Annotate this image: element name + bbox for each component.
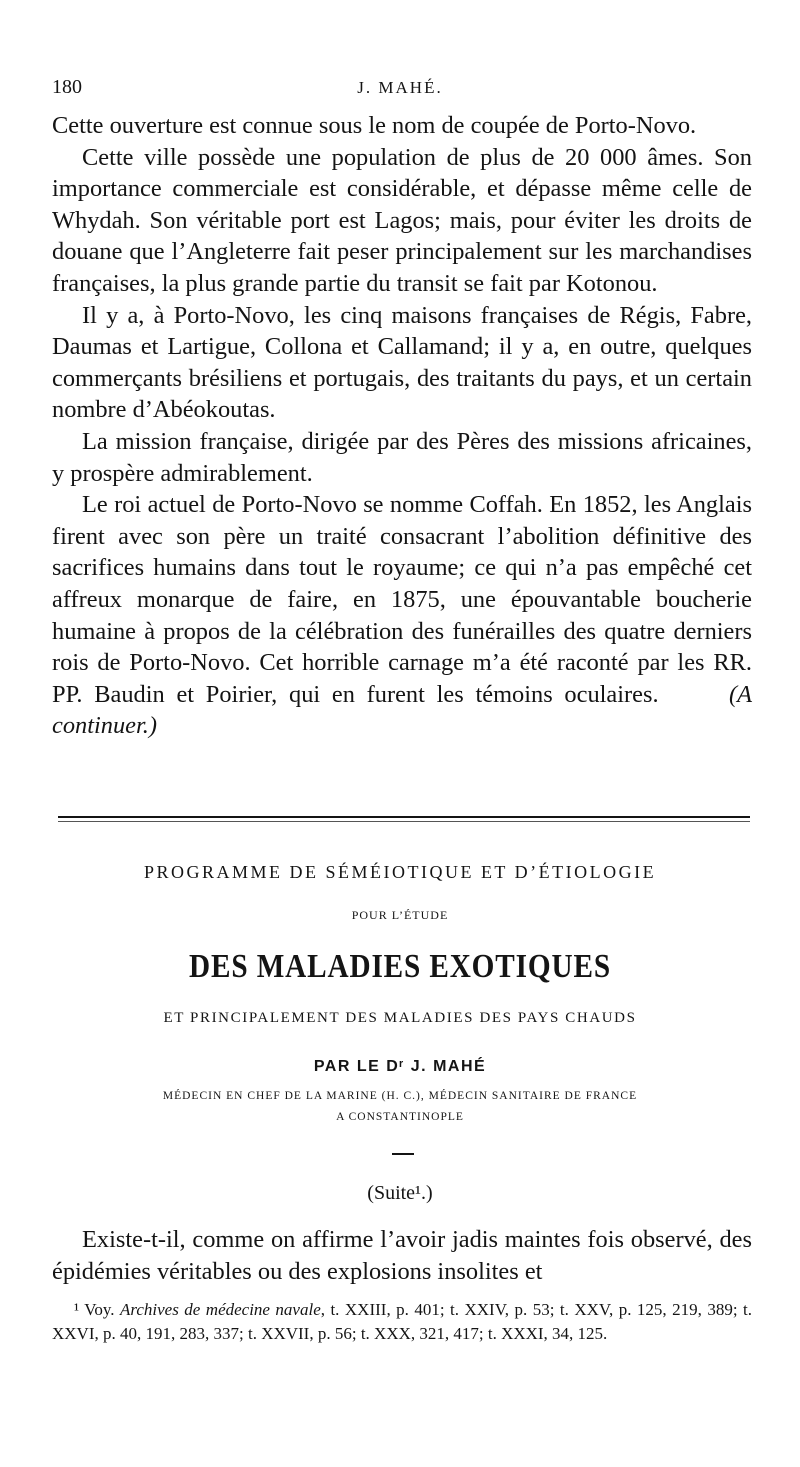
section-divider-thin [58,821,750,822]
paragraph-text: Le roi actuel de Porto-Novo se nomme Coffah. En 1852, les Anglais firent avec son père un traité consacrant l’abolition définitive des sacrifices humains dans tout le royaume; ce qui n’a pas empêché cet affreux monarque de faire, en 1875, une épouvantable boucherie humaine à propos de la célébration des funérailles des quatre derniers rois de Porto-Novo. Cet horrible carnage m’a été raconté par les RR. PP. Baudin et Poirier, qui en furent les témoins oculaires. [52,491,752,708]
author-affiliation: MÉDECIN EN CHEF DE LA MARINE (H. C.), MÉDECIN SANITAIRE DE FRANCE [162,1090,638,1102]
continue-note: (A continuer.) [52,680,752,740]
running-head [52,76,748,102]
paragraph: La mission française, dirigée par des Pères des missions africaines, y prospère admirablement. [52,427,752,487]
page-number: 180 [52,76,82,98]
section-divider [58,816,750,818]
article-title: DES MALADIES EXOTIQUES [189,948,611,985]
paragraph-last [52,489,752,742]
article-pour: POUR L’ÉTUDE [351,908,449,922]
footnote-refs: , t. XXIII, p. 401; t. XXIV, p. 53; t. XXV, p. 125, 219, 389; t. XXVI, p. 40, 191, 283, 337; t. XXVII, p. 56; t. XXX, 321, 417; t. XXXI, 34, 125. [52,1300,752,1343]
footnote-marker: ¹ Voy. [74,1300,115,1319]
author-affiliation-city: A CONSTANTINOPLE [336,1111,464,1123]
continuation-text [52,110,752,742]
suite-label: (Suite¹.) [367,1182,433,1204]
footnote [52,1298,752,1346]
paragraph: Il y a, à Porto-Novo, les cinq maisons françaises de Régis, Fabre, Daumas et Lartigue, Collona et Callamand; il y a, en outre, quelques commerçants brésiliens et portugais, des traitants du pays, et un certain nombre d’Abéokoutas. [52,301,752,424]
article-author: PAR LE Dʳ J. MAHÉ [313,1058,487,1075]
article-header-line: PROGRAMME DE SÉMÉIOTIQUE ET D’ÉTIOLOGIE [143,862,657,882]
footnote-journal: Archives de médecine navale [119,1300,321,1319]
paragraph: Cette ville possède une population de plus de 20 000 âmes. Son importance commerciale est considérable, et dépasse même celle de Whydah. Son véritable port est Lagos; mais, pour éviter les droits de douane que l’Angleterre fait peser principalement sur les marchandises françaises, la plus grande partie du transit se fait par Kotonou. [52,143,752,297]
paragraph: Cette ouverture est connue sous le nom de coupée de Porto-Novo. [52,112,697,139]
article-body: Existe-t-il, comme on affirme l’avoir jadis maintes fois observé, des épidémies véritables ou des explosions insolites et [52,1226,752,1285]
title-dash [392,1153,414,1155]
running-head-author: J. MAHÉ. [357,78,443,97]
article-subtitle: ET PRINCIPALEMENT DES MALADIES DES PAYS CHAUDS [163,1010,637,1026]
